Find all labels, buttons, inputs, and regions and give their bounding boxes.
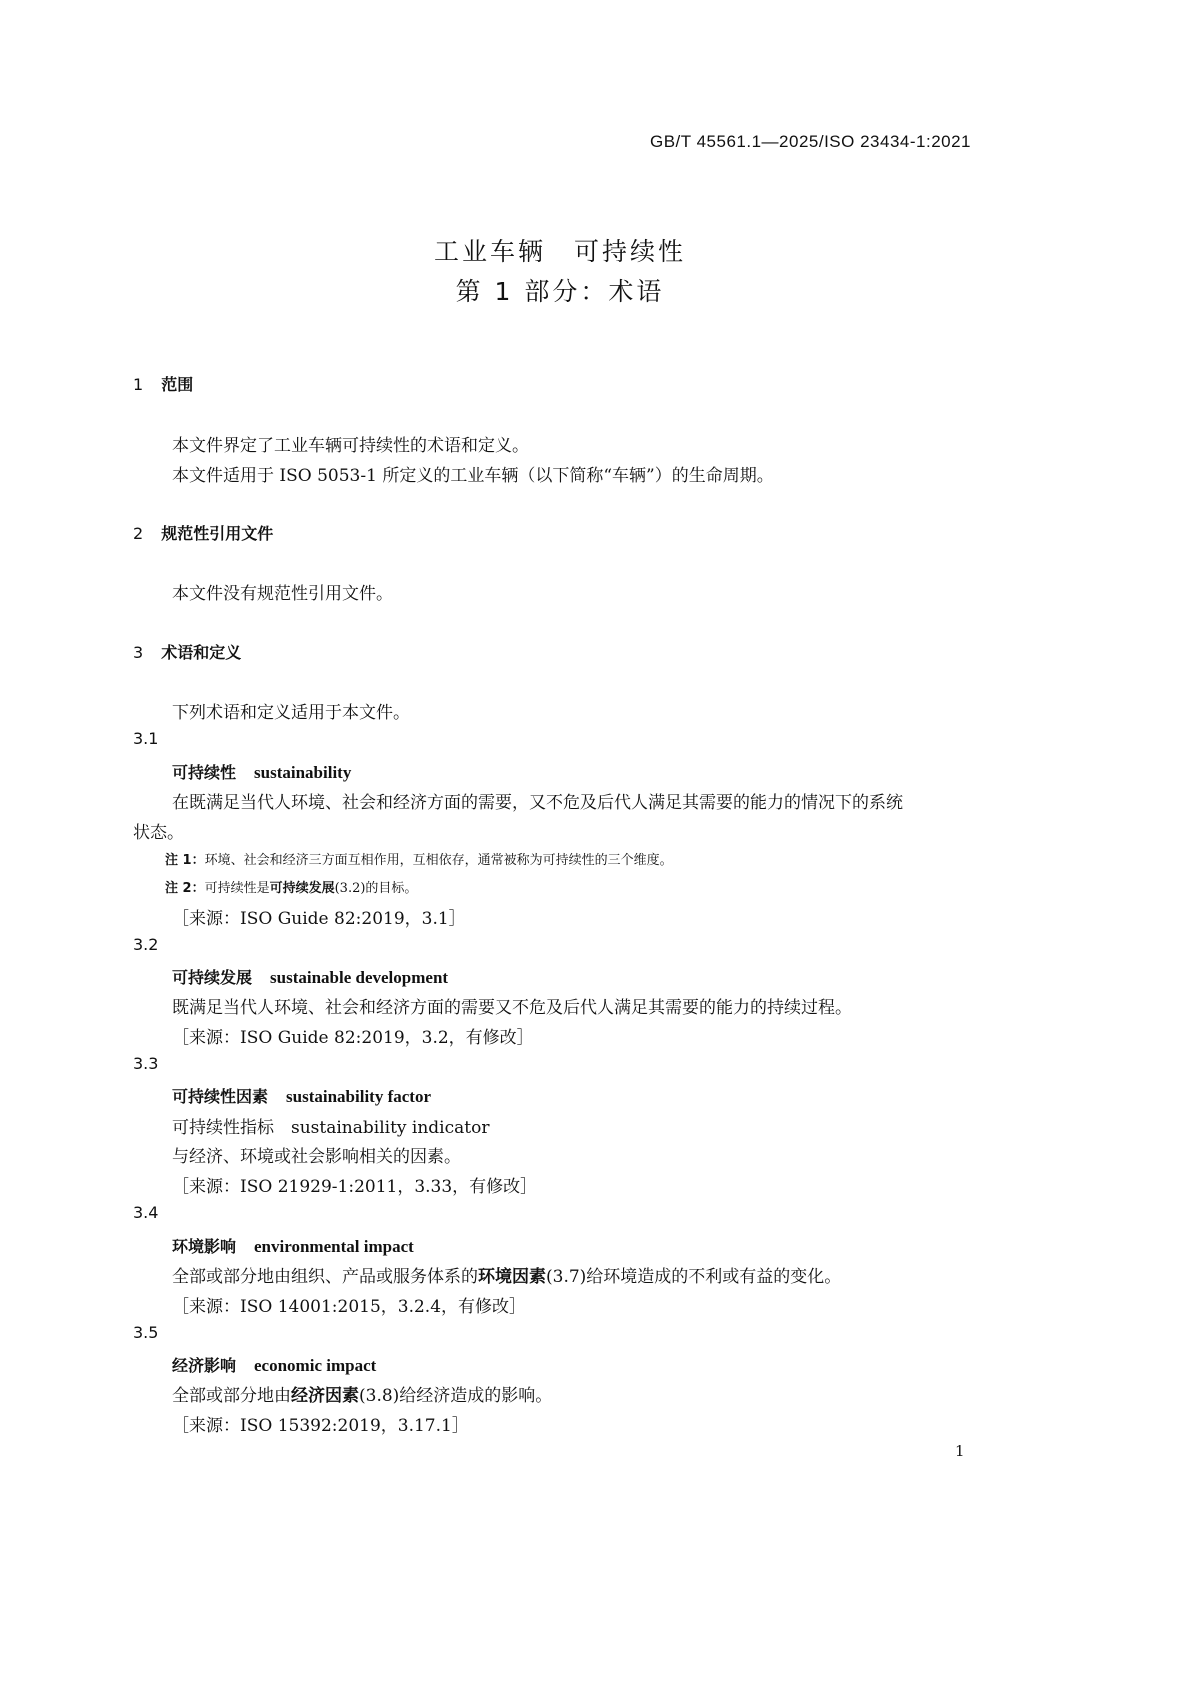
paragraph: 本文件没有规范性引用文件。 [172, 584, 393, 604]
paragraph: 本文件适用于 ISO 5053-1 所定义的工业车辆（以下简称“车辆”）的生命周期。 [172, 466, 774, 486]
definition: 在既满足当代人环境、社会和经济方面的需要，又不危及后代人满足其需要的能力的情况下的系统 [172, 793, 903, 813]
definition: 全部或部分地由经济因素(3.8)给经济造成的影响。 [172, 1386, 553, 1406]
term-heading: 环境影响 environmental impact [172, 1237, 414, 1256]
admitted-term: 可持续性指标 sustainability indicator [172, 1118, 490, 1138]
source: ［来源：ISO Guide 82:2019，3.1］ [172, 909, 466, 929]
section-2-heading: 2 规范性引用文件 [133, 524, 274, 543]
source: ［来源：ISO 15392:2019，3.17.1］ [172, 1416, 469, 1436]
standard-number-header: GB/T 45561.1—2025/ISO 23434-1:2021 [650, 132, 972, 151]
source: ［来源：ISO 21929-1:2011，3.33，有修改］ [172, 1177, 538, 1197]
term-heading: 经济影响 economic impact [172, 1356, 377, 1375]
term-number: 3.1 [133, 729, 159, 748]
section-3-heading: 3 术语和定义 [133, 643, 242, 662]
term-heading: 可持续发展 sustainable development [172, 968, 449, 987]
note-2: 注 2：可持续性是可持续发展(3.2)的目标。 [165, 881, 418, 896]
definition: 既满足当代人环境、社会和经济方面的需要又不危及后代人满足其需要的能力的持续过程。 [172, 998, 852, 1018]
document-subtitle: 第 1 部分：术语 [455, 277, 665, 306]
document-title: 工业车辆 可持续性 [433, 237, 686, 266]
paragraph: 本文件界定了工业车辆可持续性的术语和定义。 [172, 436, 529, 456]
term-number: 3.2 [133, 935, 159, 954]
term-number: 3.3 [133, 1054, 159, 1073]
term-number: 3.5 [133, 1323, 159, 1342]
definition: 与经济、环境或社会影响相关的因素。 [172, 1147, 461, 1167]
section-1-heading: 1 范围 [133, 375, 194, 394]
paragraph: 下列术语和定义适用于本文件。 [172, 703, 410, 723]
term-number: 3.4 [133, 1203, 159, 1222]
note-1: 注 1：环境、社会和经济三方面互相作用，互相依存，通常被称为可持续性的三个维度。 [165, 853, 673, 868]
term-heading: 可持续性因素 sustainability factor [172, 1087, 431, 1106]
source: ［来源：ISO 14001:2015，3.2.4，有修改］ [172, 1297, 527, 1317]
definition: 状态。 [133, 823, 184, 843]
definition: 全部或部分地由组织、产品或服务体系的环境因素(3.7)给环境造成的不利或有益的变化。 [172, 1267, 842, 1287]
term-heading: 可持续性 sustainability [172, 763, 352, 782]
source: ［来源：ISO Guide 82:2019，3.2，有修改］ [172, 1028, 534, 1048]
page-number: 1 [955, 1442, 965, 1460]
